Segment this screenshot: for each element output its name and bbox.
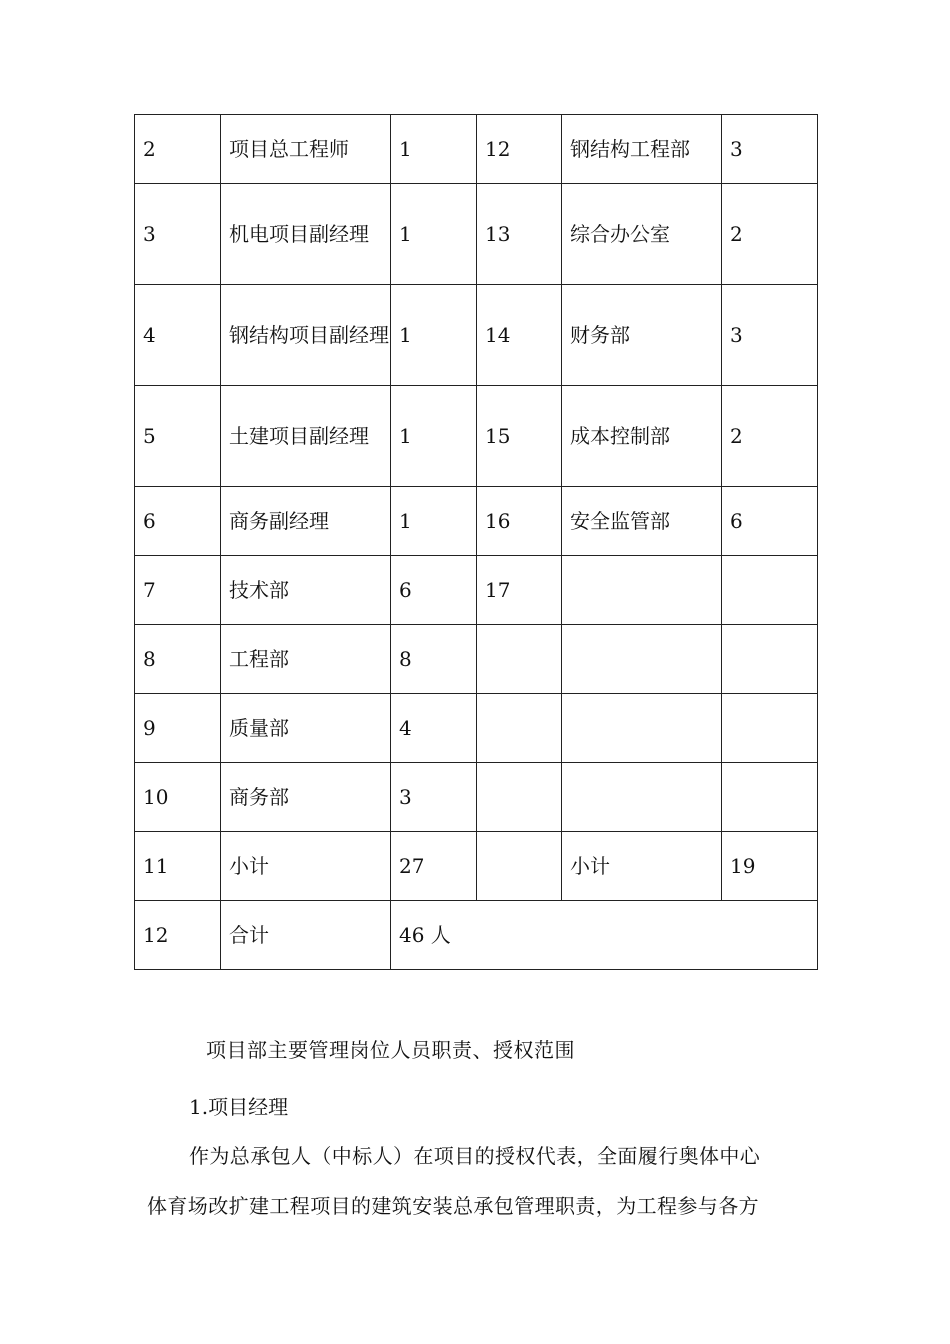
- position-name: 小计: [221, 832, 391, 901]
- row-number: 16: [477, 487, 562, 556]
- row-number: 2: [135, 115, 221, 184]
- position-name: 土建项目副经理: [221, 386, 391, 487]
- staff-count: 2: [722, 386, 818, 487]
- department-name: 小计: [562, 832, 722, 901]
- staff-count: [722, 625, 818, 694]
- section-heading: 项目部主要管理岗位人员职责、授权范围: [206, 1038, 575, 1062]
- staff-count: 6: [391, 556, 477, 625]
- staff-count: 19: [722, 832, 818, 901]
- department-name: [562, 694, 722, 763]
- total-label: 合计: [221, 901, 391, 970]
- table-row: [135, 556, 818, 625]
- staff-count: 3: [722, 115, 818, 184]
- staff-count: 2: [722, 184, 818, 285]
- position-name: 机电项目副经理: [221, 184, 391, 285]
- table-row: [135, 832, 818, 901]
- staff-count: [722, 556, 818, 625]
- row-number: [477, 625, 562, 694]
- staff-count: 1: [391, 386, 477, 487]
- row-number: 4: [135, 285, 221, 386]
- subsection-title: 1.项目经理: [189, 1095, 289, 1119]
- row-number: 9: [135, 694, 221, 763]
- table-row: [135, 285, 818, 386]
- position-name: 钢结构项目副经理: [221, 285, 391, 386]
- table-row: [135, 184, 818, 285]
- staff-count: 1: [391, 285, 477, 386]
- staff-count: 3: [391, 763, 477, 832]
- department-name: 财务部: [562, 285, 722, 386]
- department-name: 安全监管部: [562, 487, 722, 556]
- row-number: 12: [477, 115, 562, 184]
- department-name: 成本控制部: [562, 386, 722, 487]
- staff-count: 3: [722, 285, 818, 386]
- position-name: 质量部: [221, 694, 391, 763]
- staff-count: 1: [391, 184, 477, 285]
- table-row-total: [135, 901, 818, 970]
- position-name: 商务部: [221, 763, 391, 832]
- staff-count: 6: [722, 487, 818, 556]
- table-row: [135, 115, 818, 184]
- paragraph-line: 作为总承包人（中标人）在项目的授权代表，全面履行奥体中心: [189, 1144, 761, 1168]
- table-row: [135, 625, 818, 694]
- position-name: 工程部: [221, 625, 391, 694]
- row-number: 6: [135, 487, 221, 556]
- position-name: 项目总工程师: [221, 115, 391, 184]
- row-number: 14: [477, 285, 562, 386]
- row-number: [477, 832, 562, 901]
- staff-count: 4: [391, 694, 477, 763]
- row-number: 17: [477, 556, 562, 625]
- staffing-table: [134, 114, 818, 970]
- row-number: 3: [135, 184, 221, 285]
- table-row: [135, 763, 818, 832]
- department-name: 钢结构工程部: [562, 115, 722, 184]
- row-number: 11: [135, 832, 221, 901]
- row-number: 7: [135, 556, 221, 625]
- row-number: 10: [135, 763, 221, 832]
- department-name: [562, 763, 722, 832]
- position-name: 技术部: [221, 556, 391, 625]
- staff-count: 8: [391, 625, 477, 694]
- row-number: [477, 694, 562, 763]
- staff-count: [722, 763, 818, 832]
- row-number: 13: [477, 184, 562, 285]
- department-name: [562, 625, 722, 694]
- department-name: 综合办公室: [562, 184, 722, 285]
- paragraph-line: 体育场改扩建工程项目的建筑安装总承包管理职责，为工程参与各方: [147, 1194, 759, 1218]
- table-row: [135, 487, 818, 556]
- staff-count: 1: [391, 487, 477, 556]
- position-name: 商务副经理: [221, 487, 391, 556]
- table-row: [135, 386, 818, 487]
- row-number: 8: [135, 625, 221, 694]
- row-number: [477, 763, 562, 832]
- row-number: 12: [135, 901, 221, 970]
- row-number: 5: [135, 386, 221, 487]
- row-number: 15: [477, 386, 562, 487]
- total-value: 46 人: [391, 901, 818, 970]
- table-row: [135, 694, 818, 763]
- staff-count: [722, 694, 818, 763]
- department-name: [562, 556, 722, 625]
- staff-count: 1: [391, 115, 477, 184]
- staff-count: 27: [391, 832, 477, 901]
